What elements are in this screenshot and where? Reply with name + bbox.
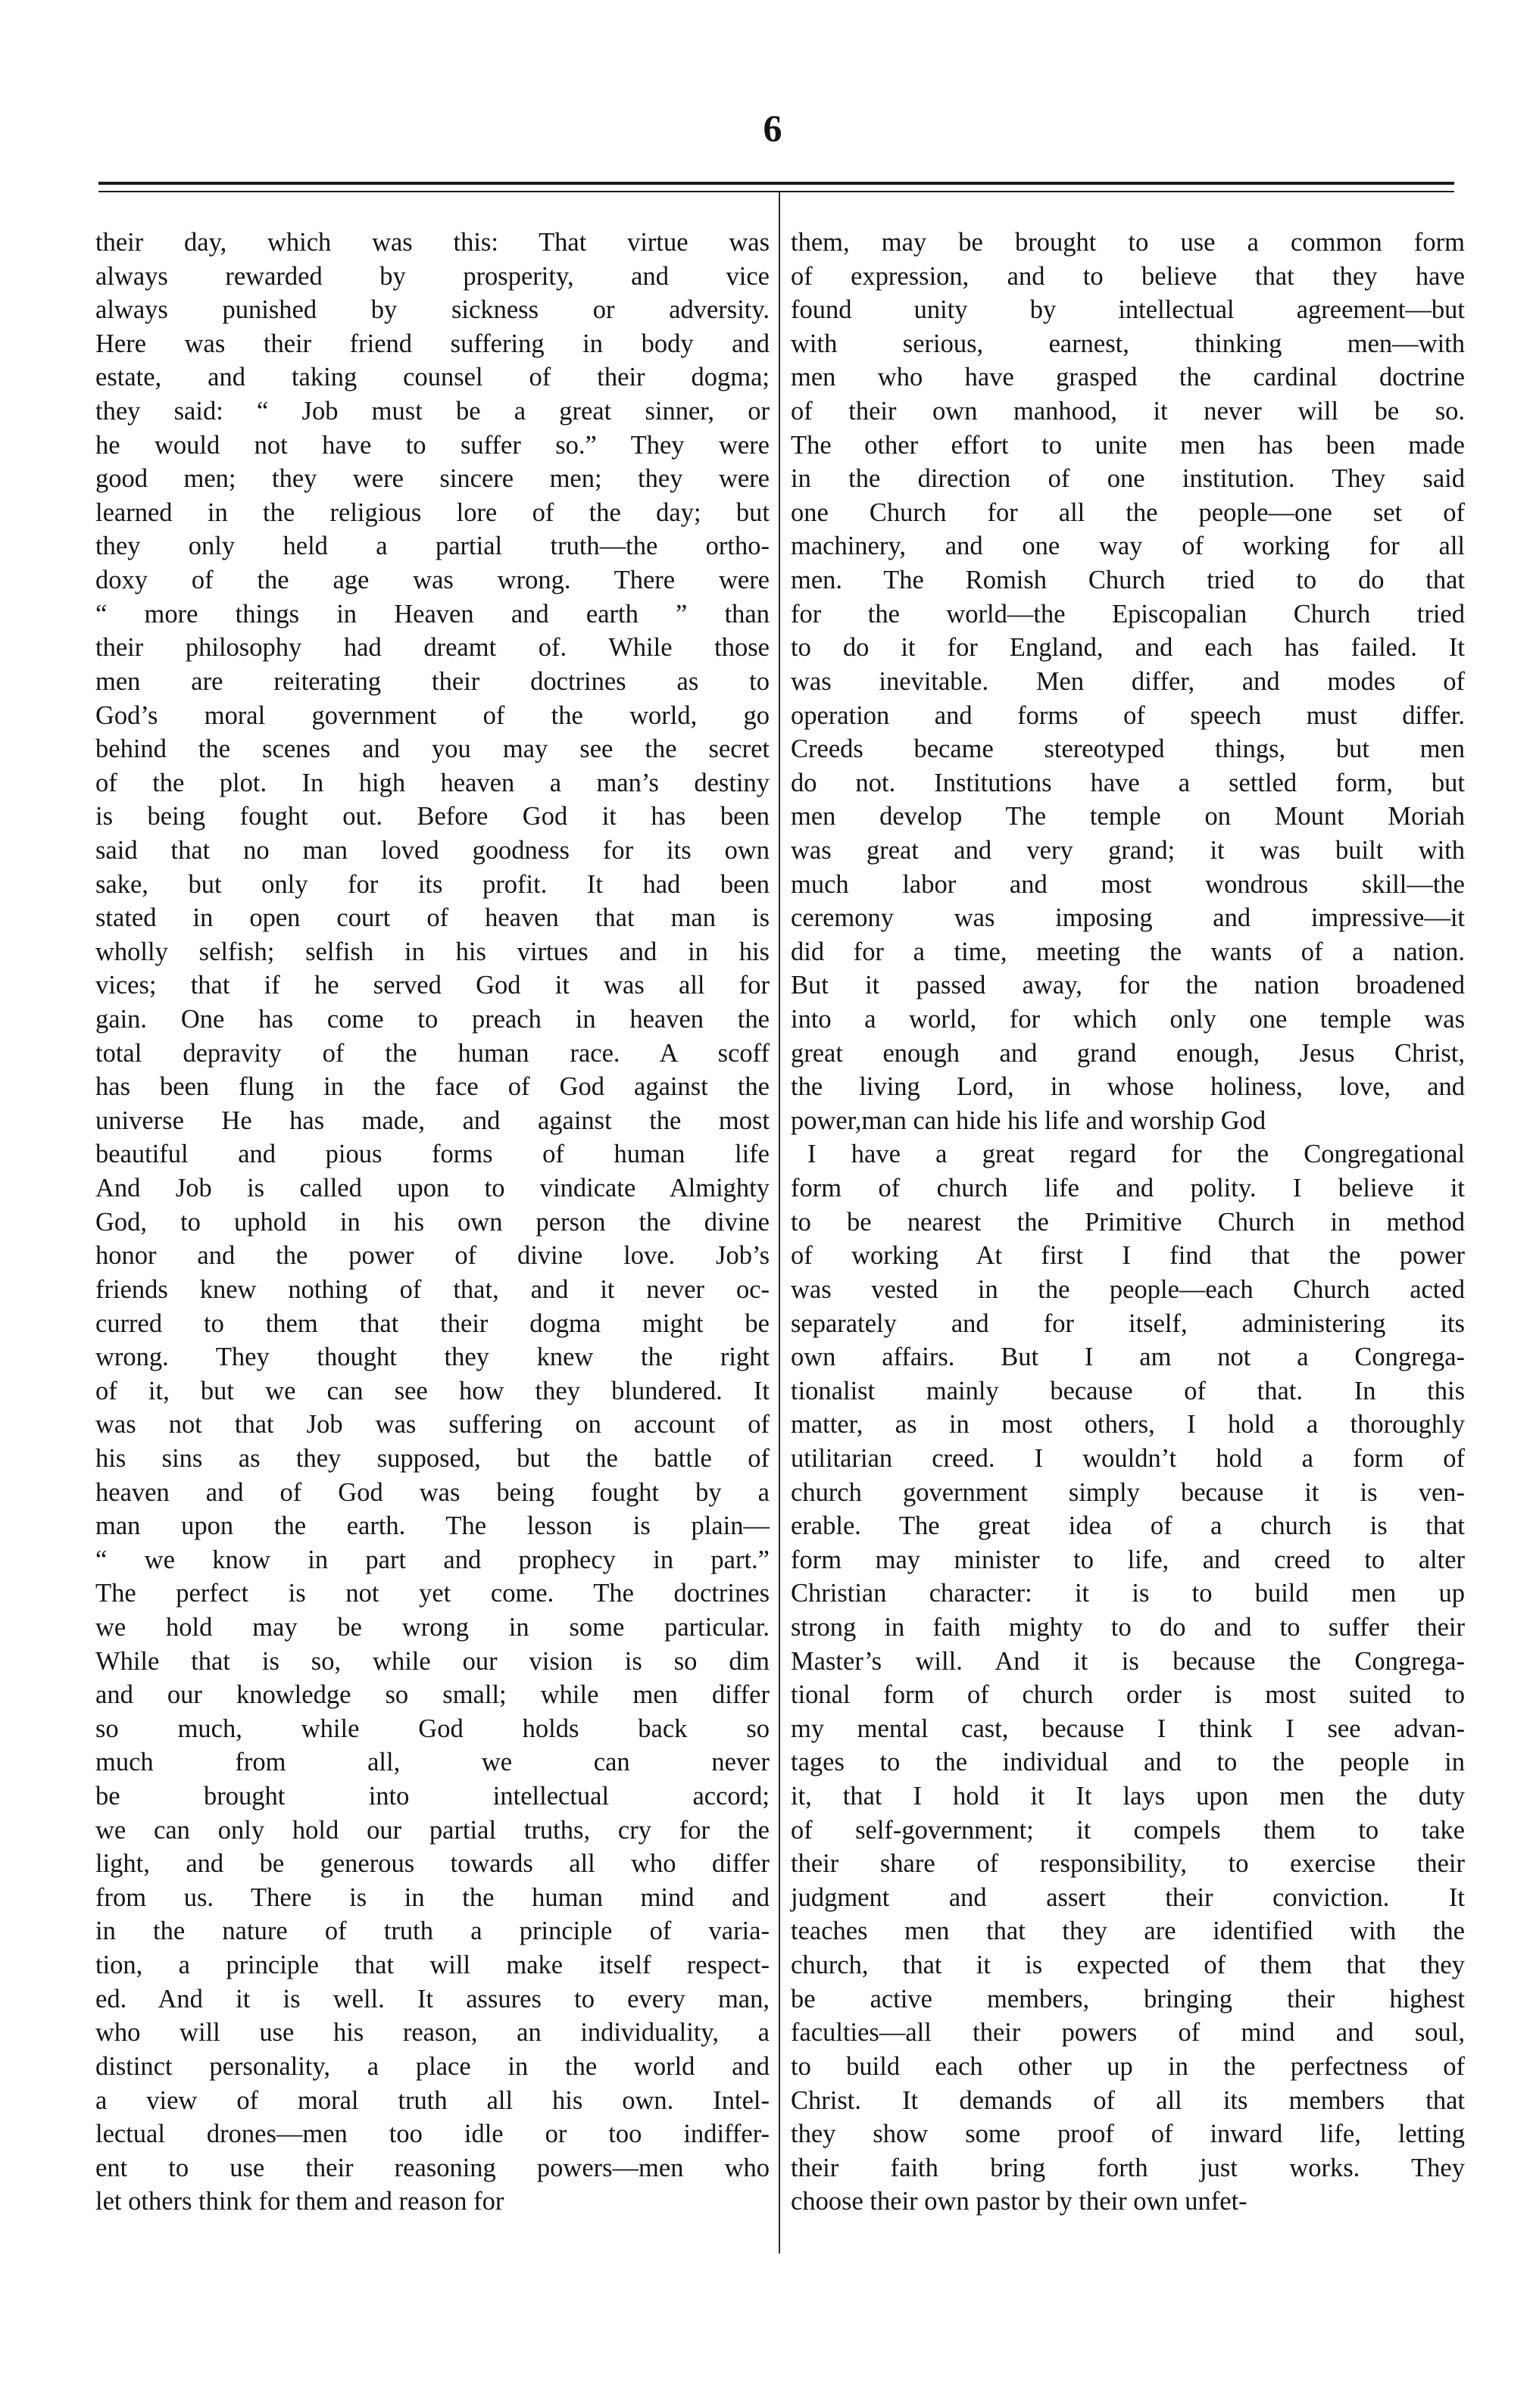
column-divider <box>779 192 780 2254</box>
text-line: teaches men that they are identified with the <box>791 1917 1465 1946</box>
text-line: let others think for them and reason for <box>95 2187 504 2216</box>
text-line: ceremony was imposing and impressive—it <box>791 903 1465 933</box>
text-line: their philosophy had dreamt of. While those <box>95 633 770 663</box>
text-line: one Church for all the people—one set of <box>791 498 1465 527</box>
text-line: men develop The temple on Mount Moriah <box>791 802 1465 831</box>
text-line: Creeds became stereotyped things, but men <box>791 735 1465 764</box>
text-line: was great and very grand; it was built with <box>791 835 1465 865</box>
text-line: he would not have to suffer so.” They were <box>95 430 770 460</box>
text-line: tages to the individual and to the people in <box>791 1748 1465 1777</box>
text-line: But it passed away, for the nation broadened <box>791 971 1465 1000</box>
text-line: distinct personality, a place in the world and <box>95 2051 770 2081</box>
text-line: universe He has made, and against the most <box>95 1106 770 1135</box>
text-line: be brought into intellectual accord; <box>95 1782 770 1811</box>
text-line: their share of responsibility, to exercise their <box>791 1849 1465 1879</box>
text-line: Christian character: it is to build men up <box>791 1579 1465 1608</box>
text-line: estate, and taking counsel of their dogma; <box>95 363 770 392</box>
text-line: and our knowledge so small; while men differ <box>95 1680 770 1710</box>
text-line: wrong. They thought they knew the right <box>95 1343 770 1372</box>
text-line: their faith bring forth just works. They <box>791 2153 1465 2182</box>
text-line: always punished by sickness or adversity. <box>95 295 770 325</box>
text-line: honor and the power of divine love. Job’s <box>95 1241 770 1271</box>
text-line: men. The Romish Church tried to do that <box>791 566 1465 595</box>
text-line: The perfect is not yet come. The doctrines <box>95 1579 770 1608</box>
text-line: curred to them that their dogma might be <box>95 1308 770 1338</box>
text-line: ed. And it is well. It assures to every man, <box>95 1984 770 2013</box>
text-line: said that no man loved goodness for its own <box>95 835 770 865</box>
text-line: ent to use their reasoning powers—men who <box>95 2153 770 2182</box>
text-line: with serious, earnest, thinking men—with <box>791 329 1465 358</box>
text-line: learned in the religious lore of the day; but <box>95 498 770 527</box>
text-line: of their own manhood, it never will be so. <box>791 397 1465 426</box>
text-line: tionalist mainly because of that. In this <box>791 1376 1465 1405</box>
text-line: man upon the earth. The lesson is plain— <box>95 1511 770 1541</box>
text-line: gain. One has come to preach in heaven the <box>95 1005 770 1034</box>
text-line: Christ. It demands of all its members that <box>791 2085 1465 2115</box>
text-line: church, that it is expected of them that they <box>791 1951 1465 1980</box>
text-line: stated in open court of heaven that man is <box>95 903 770 933</box>
text-column-right <box>791 226 1465 2219</box>
text-line: his sins as they supposed, but the battle of <box>95 1443 770 1473</box>
header-rule <box>98 182 1454 185</box>
text-line: vices; that if he served God it was all for <box>95 971 770 1000</box>
text-line: judgment and assert their conviction. It <box>791 1882 1465 1912</box>
text-line: their day, which was this: That virtue was <box>95 228 770 257</box>
text-line: much from all, we can never <box>95 1748 770 1777</box>
text-line: “ more things in Heaven and earth ” than <box>95 599 770 629</box>
text-line: God, to uphold in his own person the divine <box>95 1207 770 1237</box>
text-line: good men; they were sincere men; they were <box>95 464 770 494</box>
text-line: it, that I hold it It lays upon men the duty <box>791 1782 1465 1811</box>
text-line: power,man can hide his life and worship God <box>791 1106 1266 1135</box>
text-line: to do it for England, and each has failed. It <box>791 633 1465 663</box>
text-line: found unity by intellectual agreement—but <box>791 295 1465 325</box>
text-line: choose their own pastor by their own unfet- <box>791 2187 1247 2216</box>
text-line: behind the scenes and you may see the secret <box>95 735 770 764</box>
text-line: strong in faith mighty to do and to suffer their <box>791 1612 1465 1642</box>
text-line: from us. There is in the human mind and <box>95 1882 770 1912</box>
page-number: 6 <box>763 107 782 149</box>
text-line: tional form of church order is most suited to <box>791 1680 1465 1710</box>
text-line: of it, but we can see how they blundered. It <box>95 1376 770 1405</box>
text-line: matter, as in most others, I hold a thoroughly <box>791 1410 1465 1439</box>
text-line: for the world—the Episcopalian Church tried <box>791 599 1465 629</box>
text-line: in the nature of truth a principle of varia- <box>95 1917 770 1946</box>
text-line: operation and forms of speech must differ. <box>791 700 1465 730</box>
text-line: I have a great regard for the Congregational <box>807 1140 1465 1169</box>
text-line: heaven and of God was being fought by a <box>95 1477 770 1507</box>
text-line: of self-government; it compels them to take <box>791 1815 1465 1845</box>
text-line: my mental cast, because I think I see advan- <box>791 1714 1465 1743</box>
text-line: to build each other up in the perfectness of <box>791 2051 1465 2081</box>
text-line: beautiful and pious forms of human life <box>95 1140 770 1169</box>
text-line: to be nearest the Primitive Church in method <box>791 1207 1465 1237</box>
text-line: Master’s will. And it is because the Congrega- <box>791 1646 1465 1676</box>
text-line: form may minister to life, and creed to alter <box>791 1545 1465 1574</box>
text-line: of expression, and to believe that they have <box>791 261 1465 291</box>
text-line: own affairs. But I am not a Congrega- <box>791 1343 1465 1372</box>
text-line: friends knew nothing of that, and it never oc- <box>95 1274 770 1304</box>
text-line: they show some proof of inward life, letting <box>791 2119 1465 2149</box>
text-line: faculties—all their powers of mind and soul, <box>791 2018 1465 2048</box>
text-line: church government simply because it is ven- <box>791 1477 1465 1507</box>
text-line: erable. The great idea of a church is that <box>791 1511 1465 1541</box>
text-line: has been flung in the face of God against the <box>95 1072 770 1102</box>
text-line: doxy of the age was wrong. There were <box>95 566 770 595</box>
text-line: machinery, and one way of working for all <box>791 532 1465 561</box>
text-line: was not that Job was suffering on account of <box>95 1410 770 1439</box>
text-line: And Job is called upon to vindicate Almighty <box>95 1174 770 1203</box>
text-line: a view of moral truth all his own. Intel- <box>95 2085 770 2115</box>
text-line: was vested in the people—each Church acted <box>791 1274 1465 1304</box>
text-line: much labor and most wondrous skill—the <box>791 869 1465 899</box>
text-line: the living Lord, in whose holiness, love, and <box>791 1072 1465 1102</box>
text-line: they only held a partial truth—the ortho- <box>95 532 770 561</box>
text-line: in the direction of one institution. They said <box>791 464 1465 494</box>
text-line: was inevitable. Men differ, and modes of <box>791 666 1465 696</box>
text-line: utilitarian creed. I wouldn’t hold a form of <box>791 1443 1465 1473</box>
text-line: separately and for itself, administering its <box>791 1308 1465 1338</box>
text-line: they said: “ Job must be a great sinner, or <box>95 397 770 426</box>
text-line: lectual drones—men too idle or too indiffer- <box>95 2119 770 2149</box>
text-line: wholly selfish; selfish in his virtues and in his <box>95 937 770 966</box>
text-line: total depravity of the human race. A scoff <box>95 1038 770 1068</box>
text-column-left <box>95 226 770 2219</box>
text-line: sake, but only for its profit. It had been <box>95 869 770 899</box>
text-line: Here was their friend suffering in body and <box>95 329 770 358</box>
text-line: is being fought out. Before God it has been <box>95 802 770 831</box>
text-line: light, and be generous towards all who differ <box>95 1849 770 1879</box>
text-line: men are reiterating their doctrines as to <box>95 666 770 696</box>
text-line: them, may be brought to use a common form <box>791 228 1465 257</box>
text-line: “ we know in part and prophecy in part.” <box>95 1545 770 1574</box>
text-line: who will use his reason, an individuality, a <box>95 2018 770 2048</box>
header-rule-thin <box>98 191 1454 192</box>
text-line: always rewarded by prosperity, and vice <box>95 261 770 291</box>
text-line: so much, while God holds back so <box>95 1714 770 1743</box>
text-line: into a world, for which only one temple was <box>791 1005 1465 1034</box>
text-line: While that is so, while our vision is so dim <box>95 1646 770 1676</box>
text-line: great enough and grand enough, Jesus Christ, <box>791 1038 1465 1068</box>
text-line: tion, a principle that will make itself respect- <box>95 1951 770 1980</box>
text-line: do not. Institutions have a settled form, but <box>791 768 1465 797</box>
text-line: The other effort to unite men has been made <box>791 430 1465 460</box>
text-line: men who have grasped the cardinal doctrine <box>791 363 1465 392</box>
text-line: form of church life and polity. I believe it <box>791 1174 1465 1203</box>
text-line: be active members, bringing their highest <box>791 1984 1465 2013</box>
text-line: of the plot. In high heaven a man’s destiny <box>95 768 770 797</box>
text-line: of working At first I find that the power <box>791 1241 1465 1271</box>
text-line: did for a time, meeting the wants of a nation. <box>791 937 1465 966</box>
text-line: we hold may be wrong in some particular. <box>95 1612 770 1642</box>
text-line: we can only hold our partial truths, cry for the <box>95 1815 770 1845</box>
text-line: God’s moral government of the world, go <box>95 700 770 730</box>
